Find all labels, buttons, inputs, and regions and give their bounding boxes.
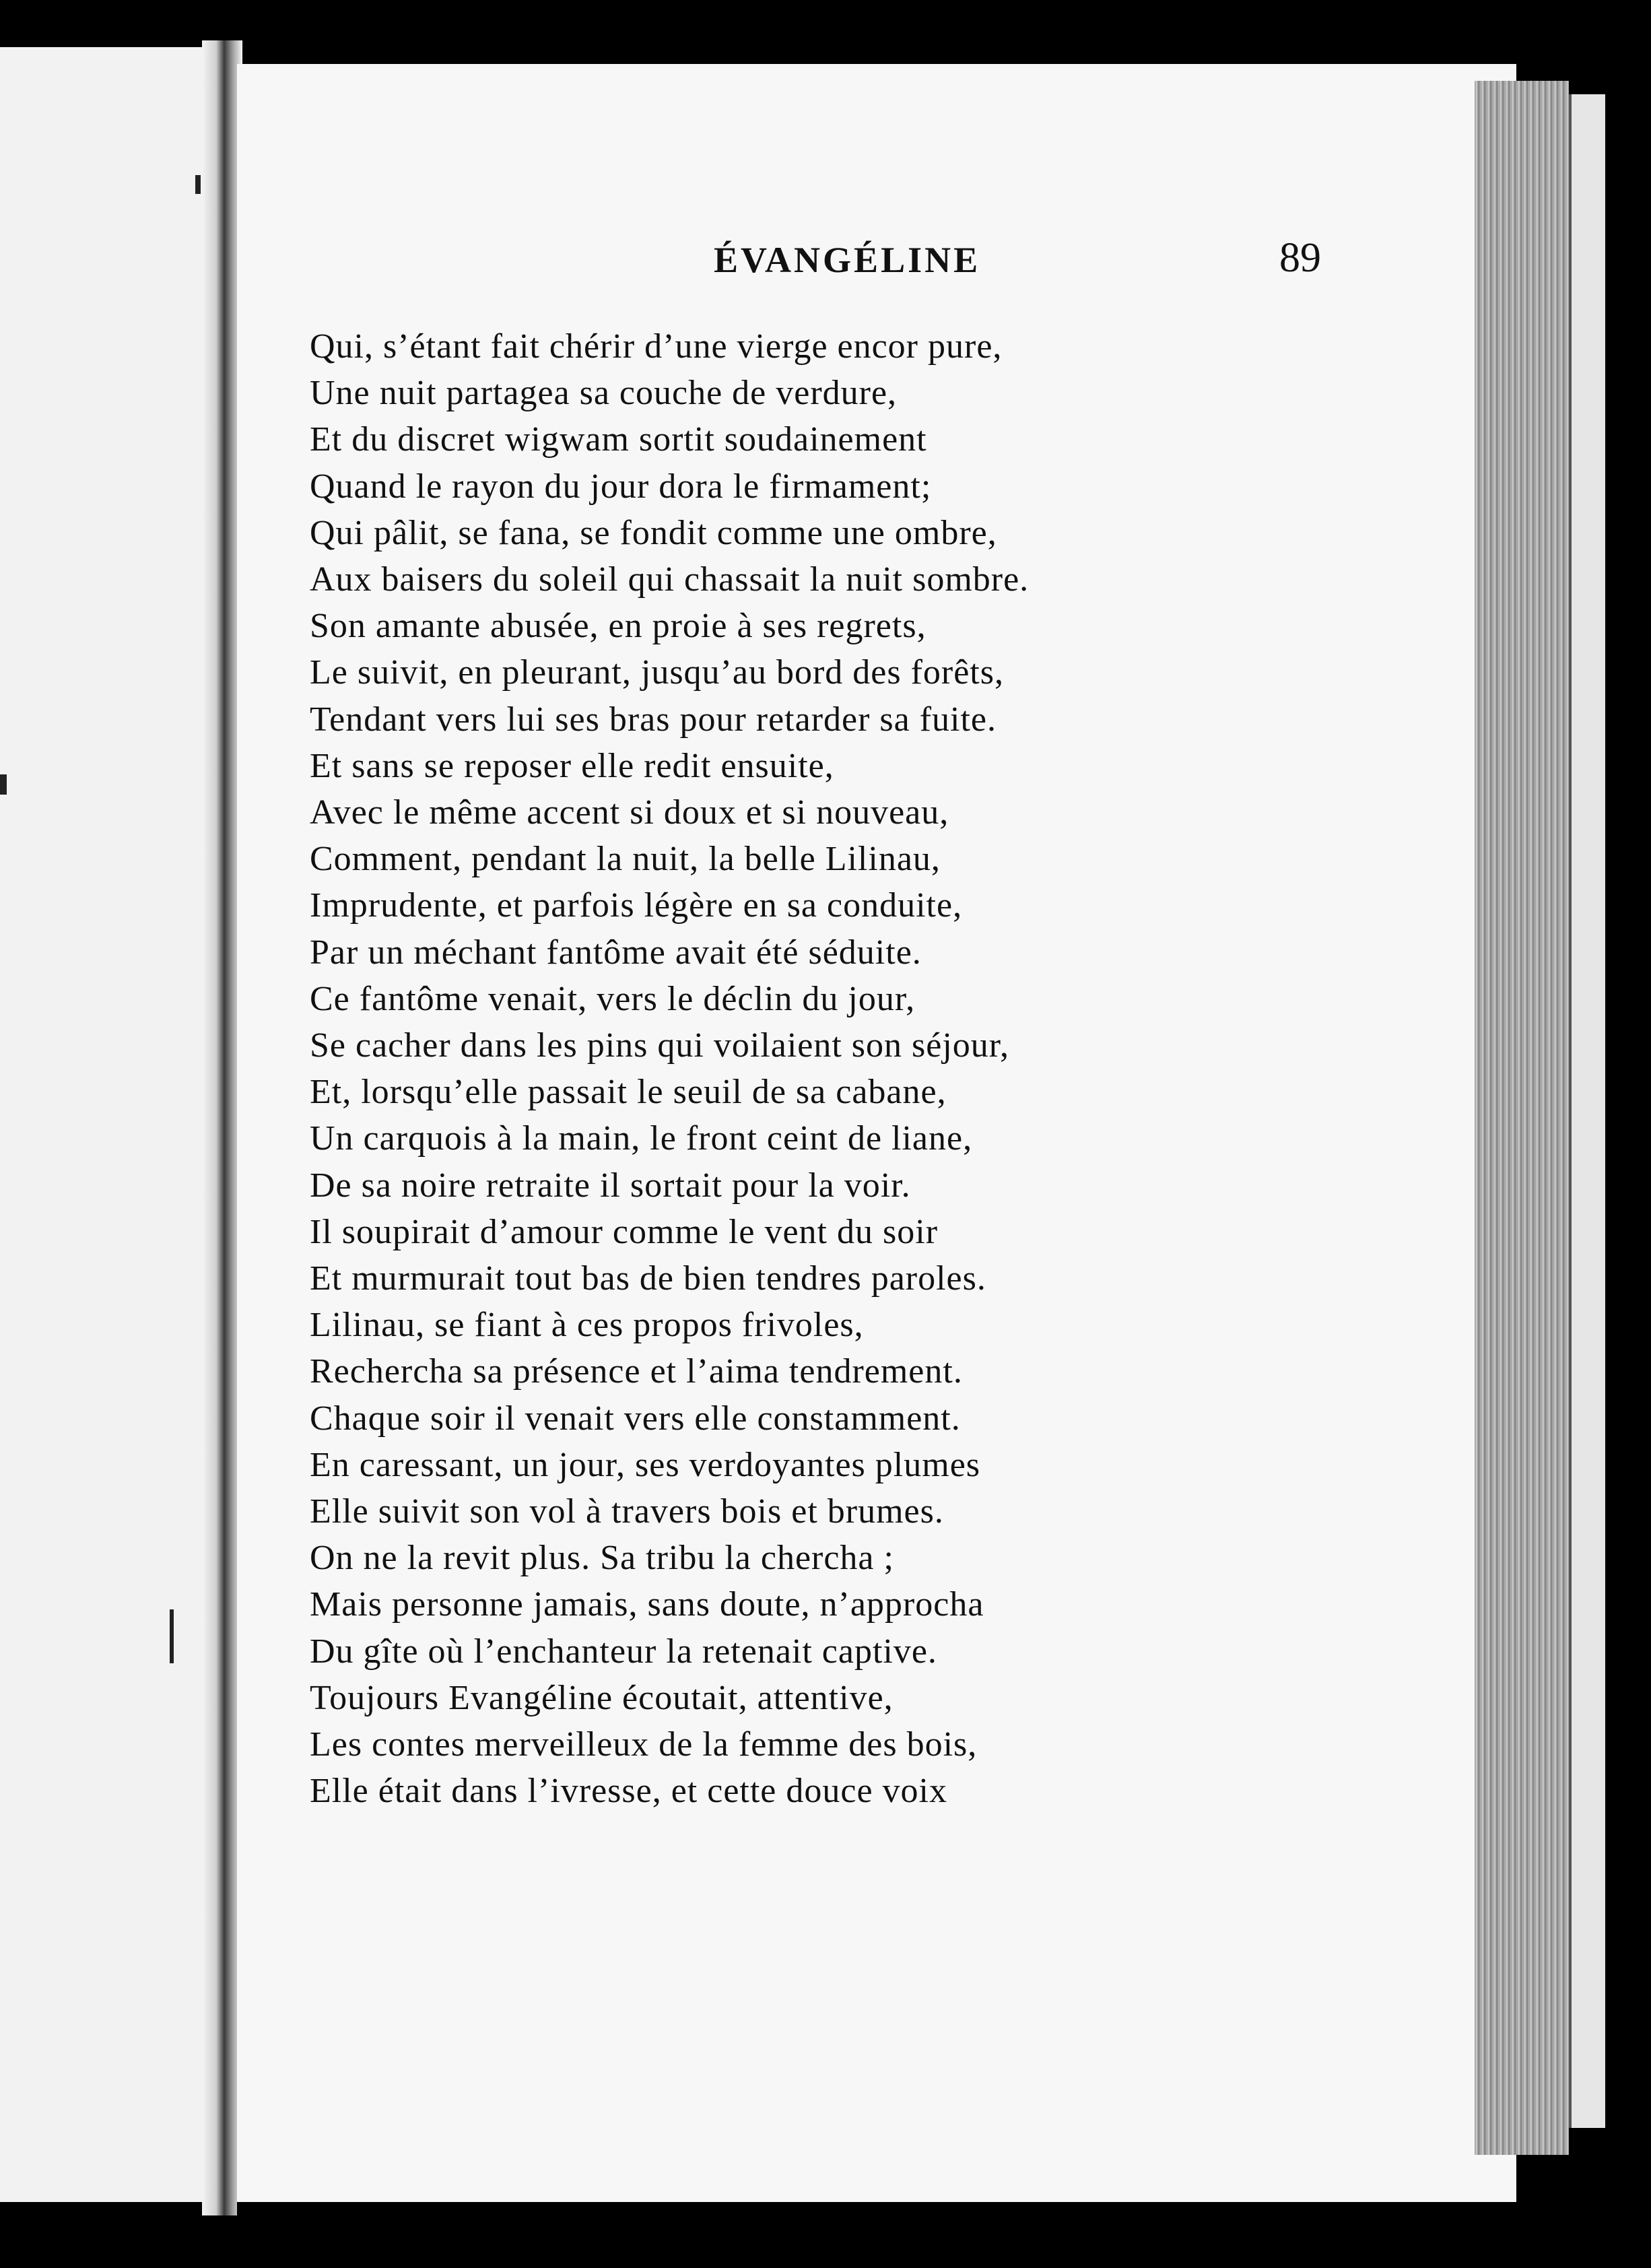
- poem-line: Mais personne jamais, sans doute, n’approcha: [310, 1585, 984, 1624]
- page-mark: [195, 175, 201, 194]
- poem-line: Imprudente, et parfois légère en sa conduite,: [310, 886, 963, 925]
- poem-line: Quand le rayon du jour dora le firmament;: [310, 467, 932, 506]
- poem-line: Et sans se reposer elle redit ensuite,: [310, 746, 834, 785]
- scan-background: [237, 2202, 1651, 2268]
- poem-line: Un carquois à la main, le front ceint de liane,: [310, 1119, 973, 1158]
- poem-line: De sa noire retraite il sortait pour la voir.: [310, 1166, 911, 1205]
- page-mark: [170, 1609, 174, 1663]
- poem-line: Qui pâlit, se fana, se fondit comme une ombre,: [310, 513, 997, 552]
- poem-line: On ne la revit plus. Sa tribu la chercha ;: [310, 1539, 894, 1578]
- poem-line: Ce fantôme venait, vers le déclin du jour,: [310, 979, 916, 1018]
- poem-line: Du gîte où l’enchanteur la retenait captive.: [310, 1632, 937, 1671]
- poem-line: Aux baisers du soleil qui chassait la nuit sombre.: [310, 560, 1030, 599]
- page-mark: [0, 774, 7, 795]
- page-fore-edge: [1475, 81, 1569, 2155]
- page-fore-edge-outer: [1569, 94, 1605, 2128]
- poem-line: Elle était dans l’ivresse, et cette douce voix: [310, 1772, 947, 1811]
- poem-line: Se cacher dans les pins qui voilaient son séjour,: [310, 1026, 1010, 1065]
- poem-line: En caressant, un jour, ses verdoyantes plumes: [310, 1445, 981, 1484]
- book-gutter: [202, 40, 242, 2215]
- poem-line: Et murmurait tout bas de bien tendres paroles.: [310, 1259, 986, 1298]
- poem-line: Les contes merveilleux de la femme des bois,: [310, 1725, 978, 1764]
- poem-line: Rechercha sa présence et l’aima tendrement.: [310, 1352, 963, 1391]
- poem-line: Elle suivit son vol à travers bois et brumes.: [310, 1492, 944, 1531]
- running-title: ÉVANGÉLINE: [714, 240, 981, 280]
- page-number: 89: [1279, 235, 1321, 281]
- poem-line: Et, lorsqu’elle passait le seuil de sa cabane,: [310, 1073, 947, 1112]
- poem-line: Une nuit partagea sa couche de verdure,: [310, 374, 898, 413]
- poem-line: Chaque soir il venait vers elle constamment.: [310, 1399, 961, 1438]
- poem-text: [310, 323, 1029, 1815]
- poem-line: Le suivit, en pleurant, jusqu’au bord des forêts,: [310, 653, 1004, 692]
- poem-line: Comment, pendant la nuit, la belle Lilinau,: [310, 840, 941, 879]
- poem-line: Toujours Evangéline écoutait, attentive,: [310, 1678, 894, 1717]
- facing-page: [0, 47, 222, 2202]
- poem-line: Avec le même accent si doux et si nouveau,: [310, 793, 949, 832]
- poem-line: Par un méchant fantôme avait été séduite.: [310, 933, 922, 972]
- poem-line: Qui, s’étant fait chérir d’une vierge encor pure,: [310, 327, 1003, 366]
- poem-line: Son amante abusée, en proie à ses regrets,: [310, 607, 926, 646]
- poem-line: Et du discret wigwam sortit soudainement: [310, 420, 927, 459]
- poem-line: Lilinau, se fiant à ces propos frivoles,: [310, 1306, 864, 1345]
- poem-line: Il soupirait d’amour comme le vent du soir: [310, 1212, 939, 1251]
- poem-line: Tendant vers lui ses bras pour retarder sa fuite.: [310, 700, 997, 739]
